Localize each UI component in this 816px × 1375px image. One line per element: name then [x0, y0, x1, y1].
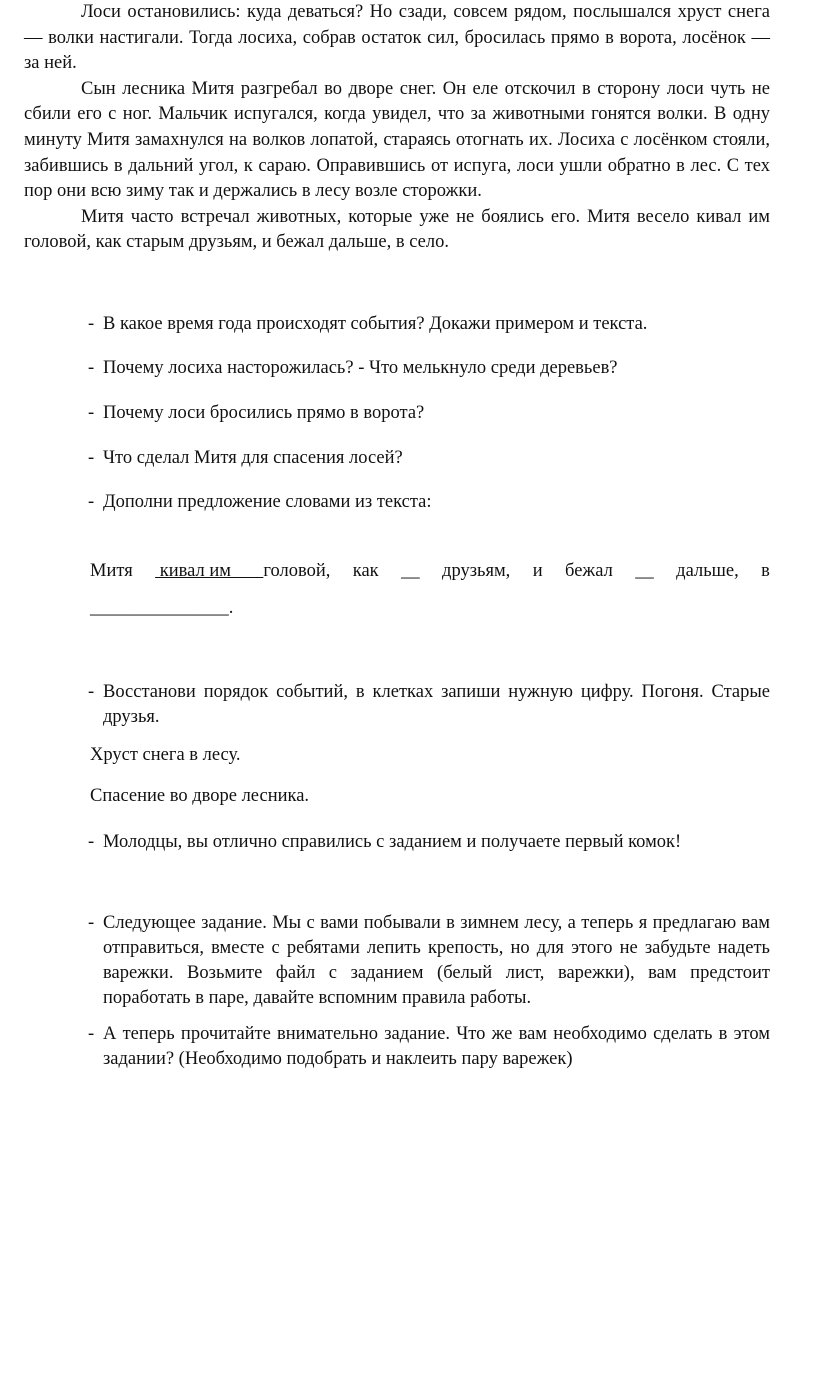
fill-blank-2: __ [401, 561, 420, 581]
fill-word: головой, [263, 561, 331, 581]
fill-word: как [352, 561, 379, 581]
next-task [88, 911, 770, 1011]
dash-bullet: - [88, 403, 95, 423]
dash-bullet: - [88, 358, 95, 378]
dash-bullet: - [88, 1024, 95, 1044]
order-item-2: Спасение во дворе лесника. [90, 786, 310, 806]
read-task-text: А теперь прочитайте внимательно задание. Что же вам необходимо сделать в этом задании? (Необходимо подобрать и наклеить пару варежек) [103, 1024, 770, 1069]
order-task-instruction: Восстанови порядок событий, в клетках запиши нужную цифру. Погоня. Старые друзья. [103, 682, 770, 727]
story-text [24, 0, 770, 256]
fill-word: друзьям, [442, 561, 511, 581]
praise-text: Молодцы, вы отлично справились с заданием и получаете первый комок! [103, 832, 682, 852]
dash-bullet: - [88, 448, 95, 468]
question-1 [88, 312, 770, 337]
fill-word: бежал [565, 561, 613, 581]
praise-line [88, 830, 770, 855]
question-4 [88, 446, 770, 471]
question-2-text: Почему лосиха насторожилась? - Что мелькнуло среди деревьев? [103, 358, 618, 378]
story-paragraph-1: Лоси остановились: куда деваться? Но сзади, совсем рядом, послышался хруст снега — волки настигали. Тогда лосиха, собрав остаток сил, бросилась прямо в ворота, лосёнок — за ней. [24, 2, 770, 74]
fill-word: дальше, [676, 561, 739, 581]
next-task-text: Следующее задание. Мы с вами побывали в зимнем лесу, а теперь я предлагаю вам отправиться, вместе с ребятами лепить крепость, но для этого не забудьте надеть варежки. Возьмите файл с заданием (белый лист, варежки), вам предстоит поработать в паре, давайте вспомним правила работы. [103, 913, 770, 1008]
story-paragraph-2: Сын лесника Митя разгребал во дворе снег. Он еле отскочил в сторону лоси чуть не сбили его с ног. Мальчик испугался, когда увидел, что за животными гонятся волки. В одну минуту Митя замахнулся на волков лопатой, стараясь отогнать их. Лосиха с лосёнком стояли, забившись в дальний угол, к сараю. Оправившись от испуга, лоси ушли обратно в лес. С тех пор они всю зиму так и держались в лесу возле сторожки. [24, 78, 770, 202]
fill-in-sentence [90, 559, 770, 584]
read-task [88, 1022, 770, 1072]
dash-bullet: - [88, 913, 95, 933]
story-paragraph-3: Митя часто встречал животных, которые уже не боялись его. Митя весело кивал им головой, как старым друзьям, и бежал дальше, в село. [24, 206, 770, 253]
fill-blank-4: _______________ [90, 598, 229, 618]
order-item-1: Хруст снега в лесу. [90, 745, 241, 765]
fill-line-2 [90, 596, 770, 621]
dash-bullet: - [88, 314, 95, 334]
fill-blank-1 [155, 559, 330, 584]
fill-blank-3: __ [635, 561, 654, 581]
dash-bullet: - [88, 492, 95, 512]
question-4-text: Что сделал Митя для спасения лосей? [103, 448, 403, 468]
fill-end: . [228, 598, 234, 618]
question-2 [88, 356, 770, 381]
question-5-text: Дополни предложение словами из текста: [103, 492, 432, 512]
fill-word: Митя [90, 561, 133, 581]
dash-bullet: - [88, 832, 95, 852]
dash-bullet: - [88, 682, 95, 702]
fill-word: в [761, 561, 770, 581]
question-5 [88, 490, 770, 515]
question-3 [88, 401, 770, 426]
question-3-text: Почему лоси бросились прямо в ворота? [103, 403, 425, 423]
order-task [88, 680, 770, 730]
fill-word: и [532, 561, 543, 581]
fill-blank-answer: кивал им [155, 561, 264, 581]
question-1-text: В какое время года происходят события? Докажи примером и текста. [103, 314, 648, 334]
